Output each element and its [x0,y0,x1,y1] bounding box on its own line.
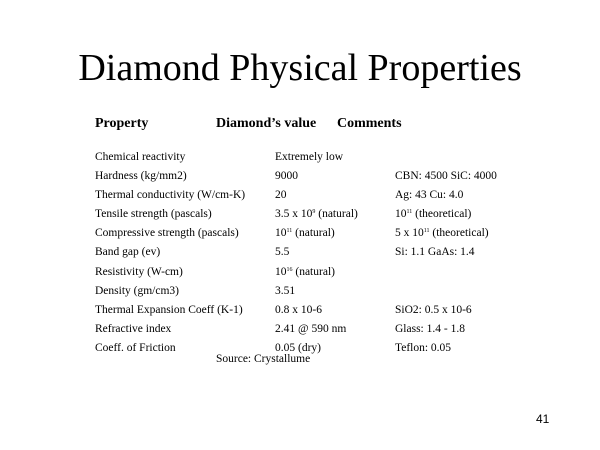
comment: CBN: 4500 SiC: 4000 [395,170,497,183]
table-row [0,168,600,187]
table-row [0,187,600,206]
diamond-value: 3.51 [275,284,296,297]
properties-table [0,149,600,359]
table-row [0,283,600,302]
property-name: Thermal Expansion Coeff (K-1) [95,303,243,316]
table-row [0,206,600,225]
header-comments: Comments [337,116,402,131]
table-row [0,302,600,321]
header-diamond-value: Diamond’s value [216,116,317,131]
diamond-value: 3.5 x $10^9$ (natural) [275,208,358,221]
header-property: Property [95,116,149,131]
diamond-value: $10^{11}$ (natural) [275,227,335,240]
diamond-value: 0.8 x 10-6 [275,303,322,316]
exponent: 11 [286,228,293,235]
page-number: 41 [536,412,550,426]
table-row [0,264,600,283]
property-name: Hardness (kg/mm2) [95,170,187,183]
table-row [0,244,600,263]
exponent: 11 [423,228,430,235]
property-name: Coeff. of Friction [95,341,176,354]
comment: SiO2: 0.5 x 10-6 [395,303,472,316]
comment: 5 x $10^{11}$ (theoretical) [395,227,489,240]
diamond-value: 5.5 [275,246,290,259]
table-row [0,149,600,168]
diamond-value: 2.41 @ 590 nm [275,322,347,335]
table-row [0,321,600,340]
comment: Ag: 43 Cu: 4.0 [395,189,464,202]
source-note: Source: Crystallume [216,353,311,365]
comment: Teflon: 0.05 [395,341,452,354]
property-name: Refractive index [95,322,172,335]
diamond-value: Extremely low [275,151,344,163]
property-name: Band gap (ev) [95,246,161,259]
diamond-value: $10^{16}$ (natural) [275,265,335,278]
slide-title: Diamond Physical Properties [78,47,522,89]
property-name: Thermal conductivity (W/cm-K) [95,189,246,202]
property-name: Chemical reactivity [95,151,186,163]
diamond-value: 20 [275,189,287,202]
property-name: Tensile strength (pascals) [95,208,212,221]
exponent: 16 [286,266,293,273]
exponent: 11 [406,209,413,216]
property-name: Resistivity (W-cm) [95,265,183,278]
diamond-value: 0.05 (dry) [275,341,321,354]
comment: $10^{11}$ (theoretical) [395,208,472,221]
property-name: Compressive strength (pascals) [95,227,239,240]
exponent: 9 [312,209,316,216]
comment: Glass: 1.4 - 1.8 [395,322,465,335]
diamond-value: 9000 [275,170,298,183]
comment: Si: 1.1 GaAs: 1.4 [395,246,475,259]
table-row [0,225,600,244]
property-name: Density (gm/cm3) [95,284,179,297]
